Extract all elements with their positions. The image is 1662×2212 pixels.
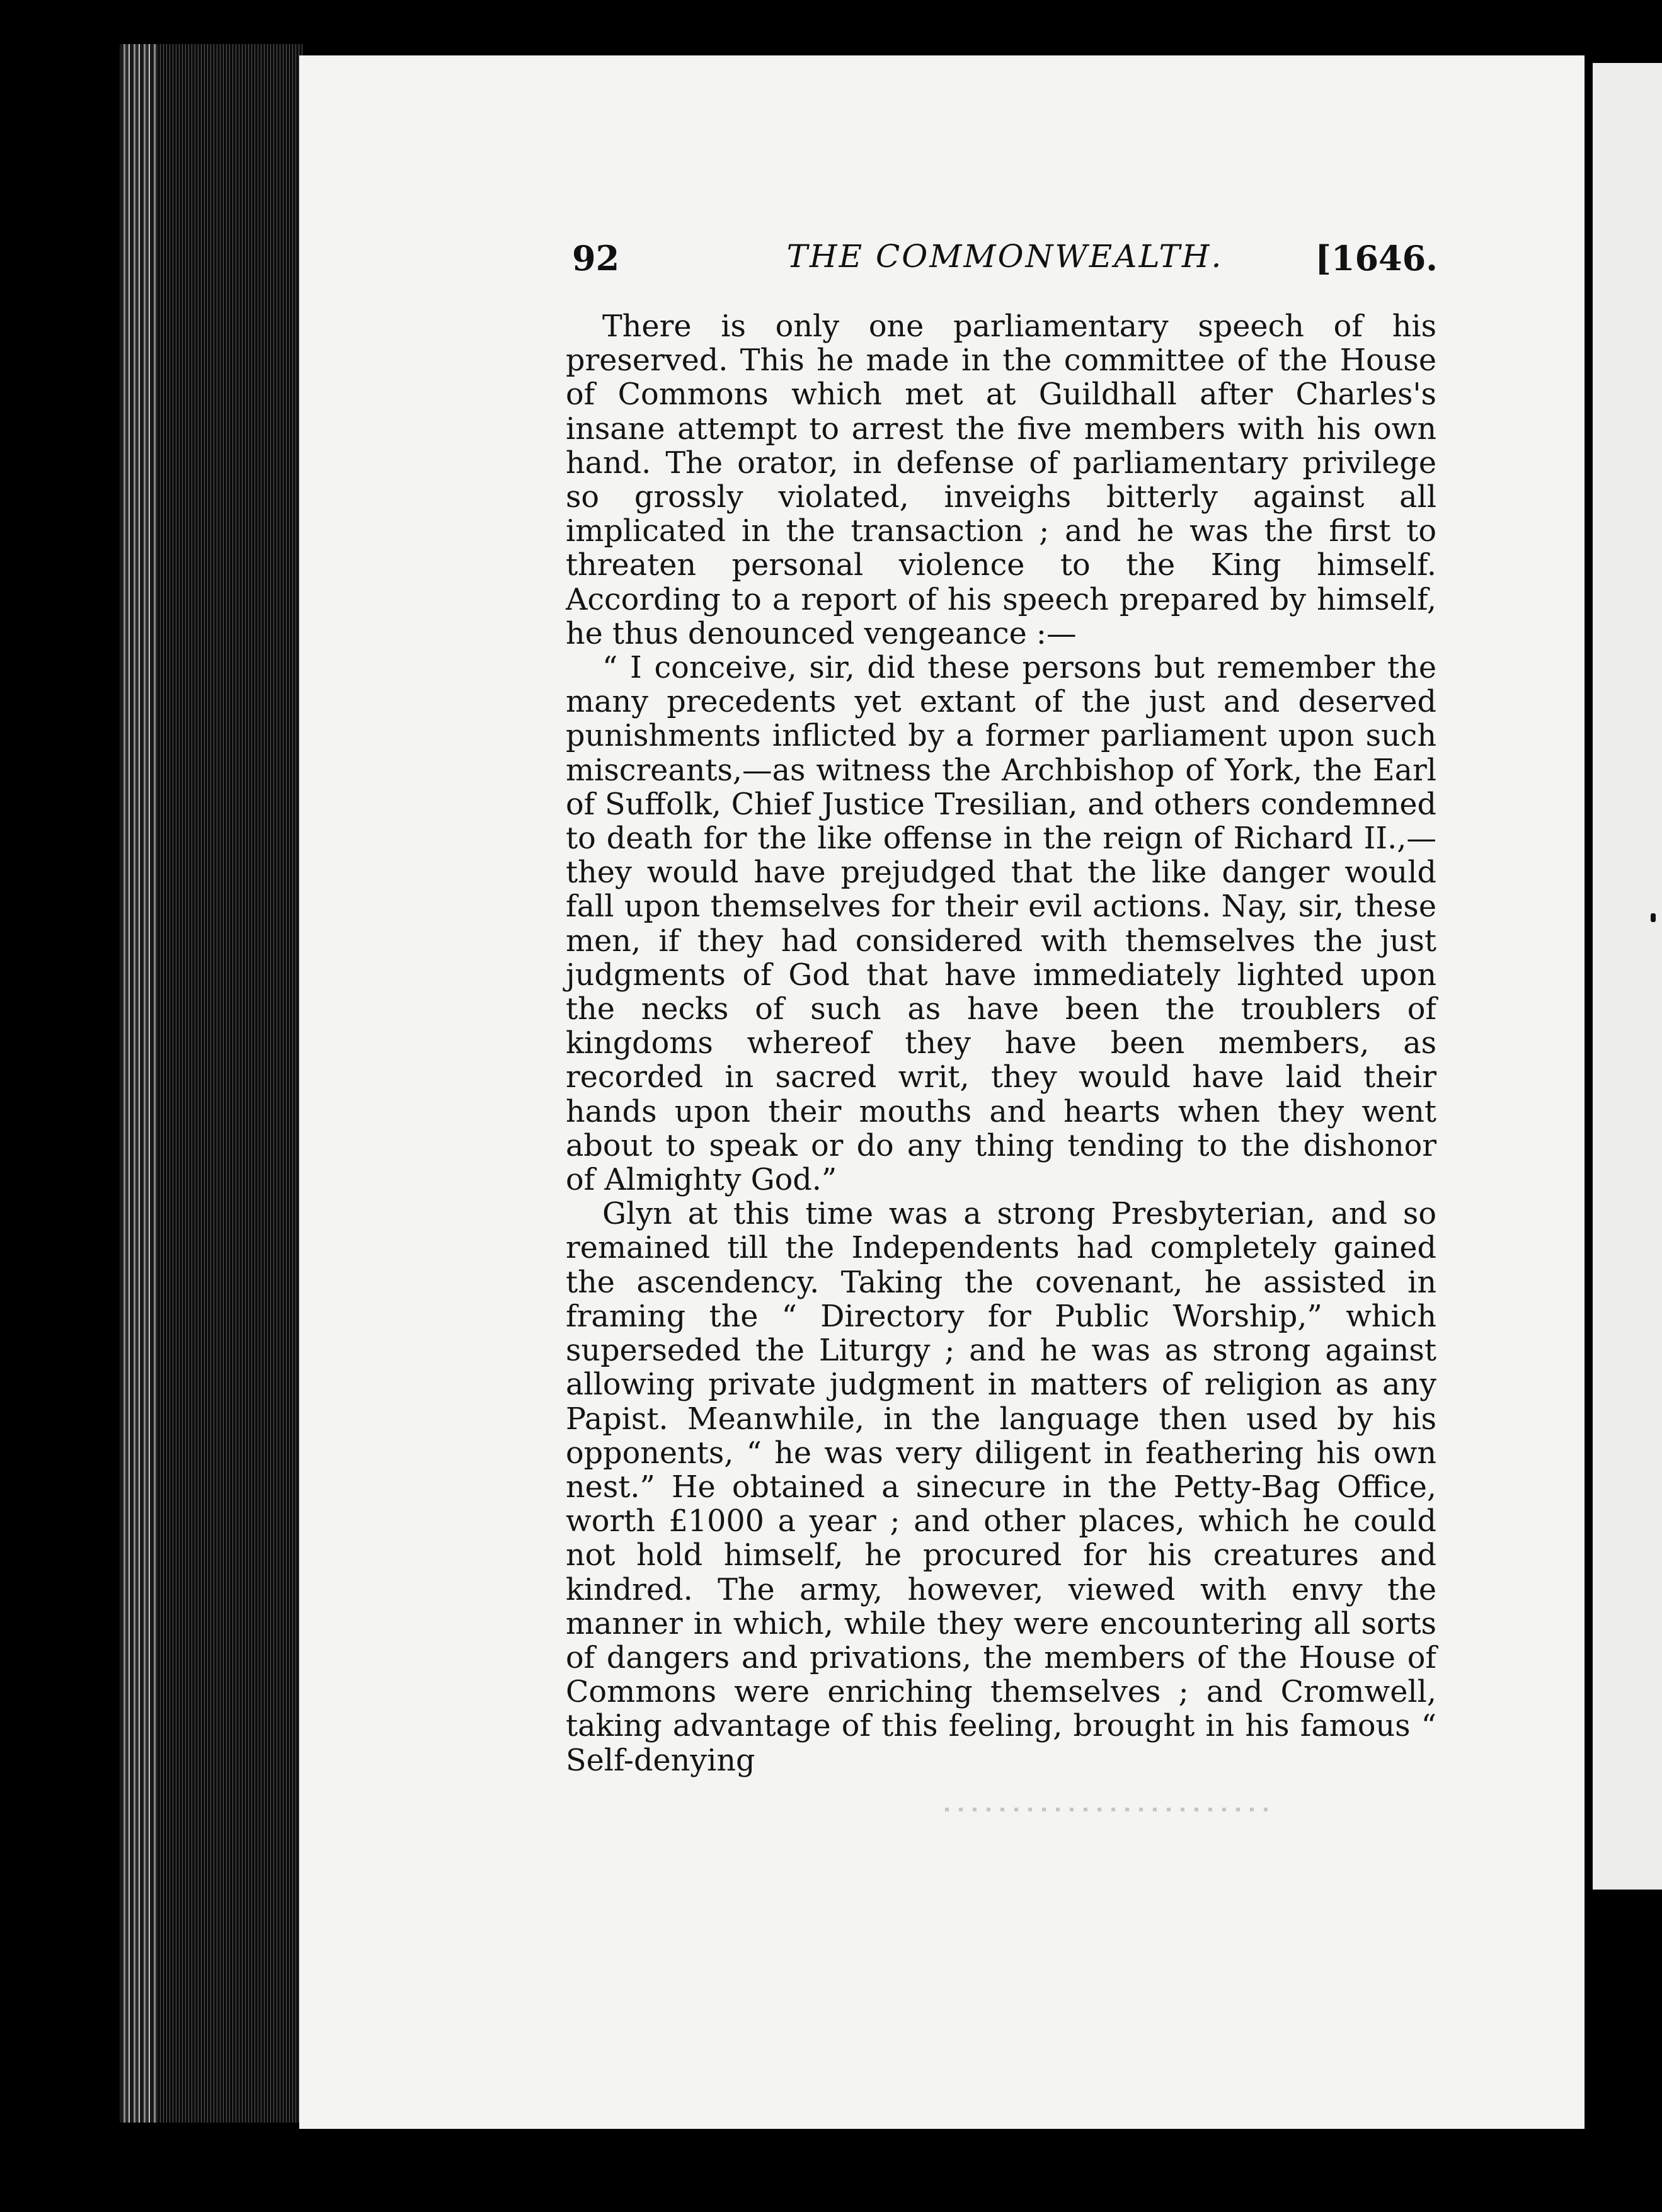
page-number: 92	[572, 238, 620, 278]
page-edges	[120, 44, 302, 2123]
running-title: THE COMMONWEALTH.	[786, 238, 1224, 275]
header-year: [1646.	[1315, 238, 1438, 278]
paragraph-glyn: Glyn at this time was a strong Presbyterian, and so remained till the Independents had completely gained the ascendency. Taking the covenant, he assisted in framing the “ Directory for Public Worship,” which superseded the Liturgy ; and he was as strong against allowing private judgment in matters of religion as any Papist. Meanwhile, in the language then used by his opponents, “ he was very diligent in feathering his own nest.” He obtained a sinecure in the Petty-Bag Office, worth £1000 a year ; and other places, which he could not hold himself, he procured for his creatures and kindred. The army, however, viewed with envy the manner in which, while they were encountering all sorts of dangers and privations, the members of the House of Commons were enriching themselves ; and Cromwell, taking advantage of this feeling, brought in his famous “ Self-denying	[566, 1197, 1436, 1778]
facing-page-mark	[1651, 913, 1656, 922]
paragraph-speech-intro: There is only one parliamentary speech of his preserved. This he made in the committee of the House of Commons which met at Guildhall after Charles's insane attempt to arrest the five members with his own hand. The orator, in defense of parliamentary privilege so grossly violated, inveighs bitterly against all implicated in the transaction ; and he was the first to threaten personal violence to the King himself. According to a report of his speech prepared by himself, he thus denounced vengeance :—	[566, 309, 1436, 651]
body-text	[566, 309, 1436, 1778]
scan-specks	[945, 1808, 1273, 1811]
paragraph-quotation: “ I conceive, sir, did these persons but remember the many precedents yet extant of the just and deserved punishments inflicted by a former parliament upon such miscreants,—as witness the Archbishop of York, the Earl of Suffolk, Chief Justice Tresilian, and others condemned to death for the like offense in the reign of Richard II.,—they would have prejudged that the like danger would fall upon themselves for their evil actions. Nay, sir, these men, if they had considered with themselves the just judgments of God that have immediately lighted upon the necks of such as have been the troublers of kingdoms whereof they have been members, as recorded in sacred writ, they would have laid their hands upon their mouths and hearts when they went about to speak or do any thing tending to the dishonor of Almighty God.”	[566, 651, 1436, 1198]
running-header	[572, 238, 1438, 282]
facing-page-edge	[1593, 63, 1662, 1890]
